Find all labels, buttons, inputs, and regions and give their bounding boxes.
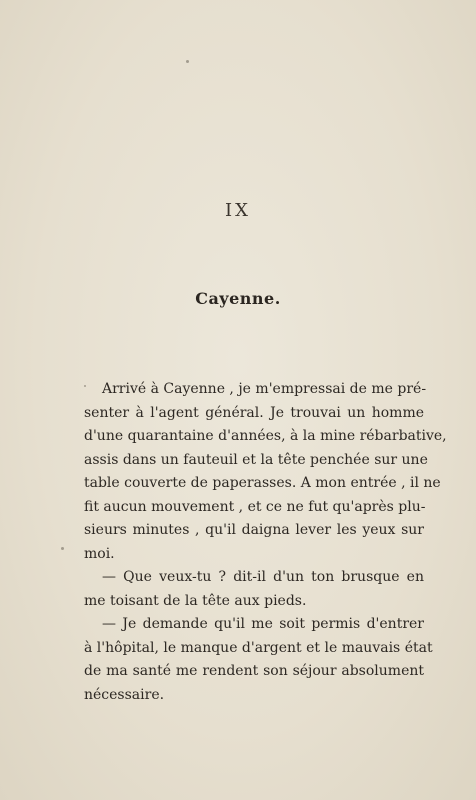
- text-line: senter à l'agent général. Je trouvai un homme: [84, 404, 424, 421]
- paper-speck: [61, 547, 64, 550]
- text-line: de ma santé me rendent son séjour absolument: [84, 663, 424, 679]
- text-line: d'une quarantaine d'années, à la mine rébarbative,: [84, 428, 447, 444]
- text-line: moi.: [84, 545, 115, 562]
- text-line: fit aucun mouvement , et ce ne fut qu'après plu-: [84, 498, 426, 515]
- chapter-title: Cayenne.: [195, 289, 281, 308]
- chapter-body: [84, 378, 447, 707]
- text-line: Arrivé à Cayenne , je m'empressai de me pré-: [102, 381, 427, 397]
- chapter-number: IX: [225, 200, 251, 221]
- text-line: assis dans un fauteuil et la tête penchée sur une: [84, 451, 428, 468]
- text-line: nécessaire.: [84, 686, 165, 703]
- paper-speck: [84, 385, 86, 387]
- paper-speck: [186, 60, 189, 63]
- text-line: me toisant de la tête aux pieds.: [84, 592, 307, 609]
- text-line: sieurs minutes , qu'il daigna lever les yeux sur: [84, 522, 424, 538]
- text-line: table couverte de paperasses. A mon entrée , il ne: [84, 475, 441, 491]
- text-line: — Je demande qu'il me soit permis d'entrer: [102, 616, 424, 632]
- text-line: à l'hôpital, le manque d'argent et le mauvais état: [84, 639, 433, 656]
- text-line: — Que veux-tu ? dit-il d'un ton brusque en: [102, 569, 424, 585]
